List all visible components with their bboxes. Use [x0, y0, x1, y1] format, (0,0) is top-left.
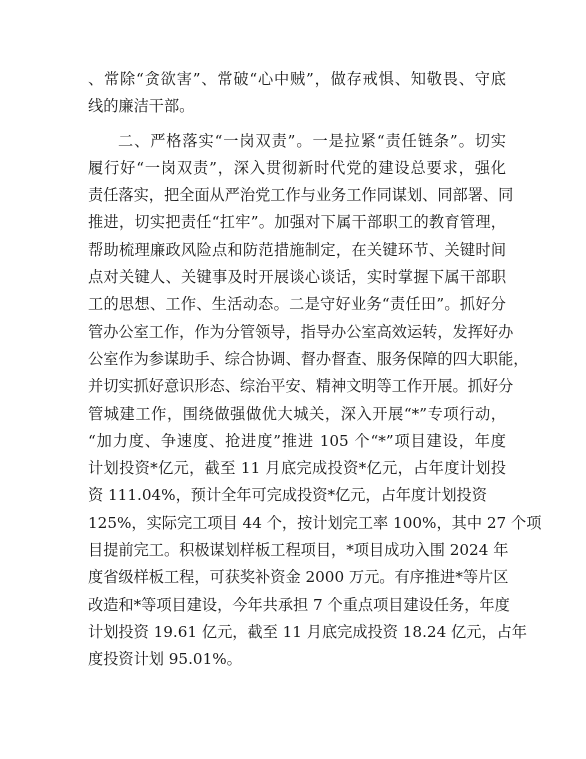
- text-line: 目提前完工。积极谋划样板工程项目，*项目成功入围 2024 年: [88, 541, 509, 560]
- text-line: 并切实抓好意识形态、综治平安、精神文明等工作开展。抓好分: [88, 377, 514, 396]
- text-line: 计划投资 19.61 亿元，截至 11 月底完成投资 18.24 亿元，占年: [88, 622, 527, 641]
- paragraph-1: [88, 66, 506, 121]
- text-line: 点对关键人、关键事及时开展谈心谈话，实时掌握下属干部职: [88, 268, 506, 287]
- text-line: 管办公室工作，作为分管领导，指导办公室高效运转，发挥好办: [88, 322, 514, 341]
- text-line: 责任落实，把全面从严治党工作与业务工作同谋划、同部署、同: [88, 186, 514, 205]
- paragraph-2: [88, 128, 542, 674]
- text-line: 度省级样板工程，可获奖补资金 2000 万元。有序推进*等片区: [88, 568, 509, 587]
- text-line: 帮助梳理廉政风险点和防范措施制定，在关键环节、关键时间: [88, 240, 506, 259]
- text-line: 计划投资*亿元，截至 11 月底完成投资*亿元，占年度计划投: [88, 459, 506, 478]
- text-line: 线的廉洁干部。: [88, 97, 195, 116]
- text-line: 125%，实际完工项目 44 个，按计划完工率 100%，其中 27 个项: [88, 513, 542, 532]
- text-line: 管城建工作，围绕做强做优大城关，深入开展“*”专项行动，: [88, 404, 506, 423]
- text-line: 、常除“贪欲害”、常破“心中贼”，做存戒惧、知敬畏、守底: [88, 70, 506, 88]
- text-line: 履行好“一岗双责”，深入贯彻新时代党的建设总要求，强化: [88, 158, 506, 177]
- text-line: 度投资计划 95.01%。: [88, 650, 242, 669]
- section-heading-line: 二、严格落实“一岗双责”。一是拉紧“责任链条”。切实: [118, 131, 506, 150]
- text-line: 改造和*等项目建设，今年共承担 7 个重点项目建设任务，年度: [88, 595, 510, 614]
- text-line: 工的思想、工作、生活动态。二是守好业务“责任田”。抓好分: [88, 295, 506, 314]
- text-line: 推进，切实把责任“扛牢”。加强对下属干部职工的教育管理，: [88, 213, 506, 232]
- text-line: 资 111.04%，预计全年可完成投资*亿元，占年度计划投资: [88, 486, 487, 505]
- text-line: “加力度、争速度、抢进度”推进 105 个“*”项目建设，年度: [88, 431, 506, 450]
- text-line: 公室作为参谋助手、综合协调、督办督查、服务保障的四大职能，: [88, 349, 529, 368]
- document-body: [88, 66, 542, 674]
